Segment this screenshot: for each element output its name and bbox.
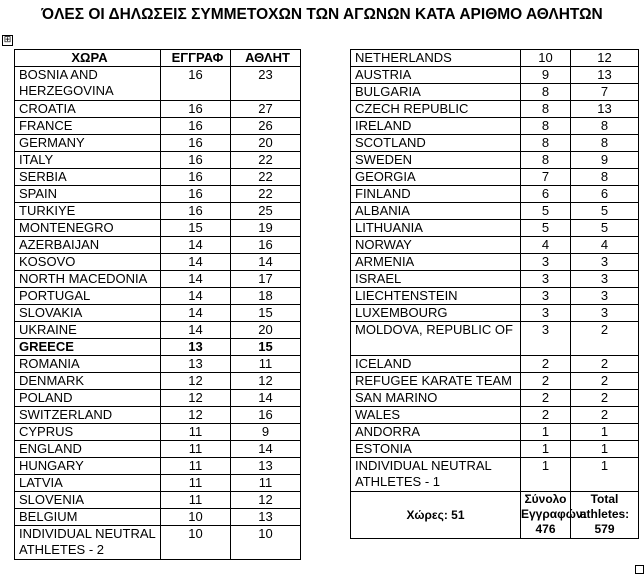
left-table-body	[15, 67, 301, 560]
table-row	[351, 356, 639, 373]
table-row	[351, 254, 639, 271]
cell-country: SLOVENIA	[15, 492, 161, 509]
cell-athletes: 11	[231, 475, 301, 492]
cell-country: SERBIA	[15, 169, 161, 186]
cell-entries: 2	[521, 390, 571, 407]
cell-country: BOSNIA AND HERZEGOVINA	[15, 67, 161, 101]
table-row	[15, 407, 301, 424]
cell-country: NORWAY	[351, 237, 521, 254]
cell-country: NETHERLANDS	[351, 50, 521, 67]
table-row	[15, 424, 301, 441]
table-row	[351, 135, 639, 152]
cell-country: TURKIYE	[15, 203, 161, 220]
table-row	[351, 50, 639, 67]
total-athletes	[571, 492, 639, 539]
cell-athletes: 26	[231, 118, 301, 135]
table-row	[15, 458, 301, 475]
cell-athletes: 20	[231, 322, 301, 339]
table-row	[351, 84, 639, 101]
cell-athletes: 5	[571, 203, 639, 220]
cell-entries: 3	[521, 305, 571, 322]
cell-entries: 16	[161, 169, 231, 186]
cell-athletes: 23	[231, 67, 301, 101]
table-row	[15, 118, 301, 135]
cell-country: INDIVIDUAL NEUTRAL ATHLETES - 1	[351, 458, 521, 492]
cell-country: MONTENEGRO	[15, 220, 161, 237]
cell-entries: 1	[521, 424, 571, 441]
cell-country: SPAIN	[15, 186, 161, 203]
cell-entries: 8	[521, 152, 571, 169]
cell-entries: 4	[521, 237, 571, 254]
cell-entries: 10	[161, 526, 231, 560]
cell-country: UKRAINE	[15, 322, 161, 339]
cell-athletes: 14	[231, 254, 301, 271]
cell-entries: 16	[161, 135, 231, 152]
cell-country: HUNGARY	[15, 458, 161, 475]
cell-athletes: 8	[571, 169, 639, 186]
table-row	[15, 101, 301, 118]
table-row	[351, 169, 639, 186]
table-row	[15, 339, 301, 356]
cell-entries: 8	[521, 135, 571, 152]
header-country: ΧΩΡΑ	[15, 50, 161, 67]
table-row	[15, 526, 301, 560]
cell-country: SLOVAKIA	[15, 305, 161, 322]
cell-entries: 2	[521, 373, 571, 390]
cell-country: DENMARK	[15, 373, 161, 390]
cell-entries: 16	[161, 152, 231, 169]
table-row	[351, 152, 639, 169]
cell-country: ANDORRA	[351, 424, 521, 441]
cell-athletes: 1	[571, 441, 639, 458]
cell-athletes: 17	[231, 271, 301, 288]
table-row	[15, 390, 301, 407]
cell-athletes: 11	[231, 356, 301, 373]
cell-athletes: 12	[571, 50, 639, 67]
table-row	[351, 220, 639, 237]
cell-entries: 15	[161, 220, 231, 237]
cell-country: KOSOVO	[15, 254, 161, 271]
cell-athletes: 1	[571, 458, 639, 492]
table-row	[15, 203, 301, 220]
cell-entries: 13	[161, 356, 231, 373]
cell-entries: 16	[161, 101, 231, 118]
total-countries: Χώρες: 51	[351, 492, 521, 539]
cell-entries: 11	[161, 424, 231, 441]
cell-country: ENGLAND	[15, 441, 161, 458]
table-row	[15, 305, 301, 322]
cell-entries: 8	[521, 118, 571, 135]
cell-entries: 3	[521, 288, 571, 305]
cell-entries: 14	[161, 305, 231, 322]
cell-country: FINLAND	[351, 186, 521, 203]
header-entries: ΕΓΓΡΑΦ	[161, 50, 231, 67]
cell-entries: 14	[161, 322, 231, 339]
cell-country: SCOTLAND	[351, 135, 521, 152]
cell-country: BULGARIA	[351, 84, 521, 101]
table-row	[15, 356, 301, 373]
cell-country: BELGIUM	[15, 509, 161, 526]
table-row	[351, 441, 639, 458]
table-row	[15, 288, 301, 305]
cell-entries: 3	[521, 322, 571, 356]
cell-country: ESTONIA	[351, 441, 521, 458]
cell-entries: 7	[521, 169, 571, 186]
table-row	[15, 152, 301, 169]
table-row	[15, 220, 301, 237]
cell-entries: 3	[521, 254, 571, 271]
table-row	[15, 135, 301, 152]
cell-country: LIECHTENSTEIN	[351, 288, 521, 305]
cell-athletes: 3	[571, 271, 639, 288]
cell-country: AUSTRIA	[351, 67, 521, 84]
cell-athletes: 14	[231, 390, 301, 407]
cell-athletes: 12	[231, 492, 301, 509]
cell-country: SWITZERLAND	[15, 407, 161, 424]
table-row	[351, 424, 639, 441]
cell-country: CYPRUS	[15, 424, 161, 441]
cell-athletes: 13	[231, 458, 301, 475]
table-row	[351, 237, 639, 254]
cell-athletes: 16	[231, 407, 301, 424]
cell-country: CZECH REPUBLIC	[351, 101, 521, 118]
cell-entries: 16	[161, 203, 231, 220]
totals-row	[351, 492, 639, 539]
table-row	[15, 237, 301, 254]
total-entries	[521, 492, 587, 539]
cell-country: ICELAND	[351, 356, 521, 373]
table-row	[15, 475, 301, 492]
cell-athletes: 15	[231, 305, 301, 322]
cell-entries: 5	[521, 203, 571, 220]
right-table-body	[351, 50, 639, 492]
cell-entries: 14	[161, 237, 231, 254]
entries-table-left	[14, 49, 301, 560]
cell-athletes: 13	[231, 509, 301, 526]
table-row	[15, 373, 301, 390]
cell-entries: 12	[161, 390, 231, 407]
cell-athletes: 3	[571, 254, 639, 271]
cell-athletes: 2	[571, 390, 639, 407]
cell-entries: 8	[521, 101, 571, 118]
cell-country: IRELAND	[351, 118, 521, 135]
cell-entries: 2	[521, 407, 571, 424]
cell-entries: 13	[161, 339, 231, 356]
cell-country: ITALY	[15, 152, 161, 169]
cell-entries: 11	[161, 458, 231, 475]
cell-entries: 9	[521, 67, 571, 84]
cell-athletes: 22	[231, 152, 301, 169]
cell-country: INDIVIDUAL NEUTRAL ATHLETES - 2	[15, 526, 161, 560]
cell-entries: 14	[161, 288, 231, 305]
cell-athletes: 20	[231, 135, 301, 152]
cell-country: GEORGIA	[351, 169, 521, 186]
cell-country: SAN MARINO	[351, 390, 521, 407]
cell-entries: 6	[521, 186, 571, 203]
cell-athletes: 8	[571, 118, 639, 135]
cell-entries: 1	[521, 458, 571, 492]
cell-athletes: 12	[231, 373, 301, 390]
cell-entries: 14	[161, 254, 231, 271]
entries-table-right	[350, 49, 639, 539]
cell-athletes: 13	[571, 67, 639, 84]
table-row	[351, 322, 639, 356]
cell-athletes: 25	[231, 203, 301, 220]
cell-country: GREECE	[15, 339, 161, 356]
resize-handle[interactable]	[635, 565, 644, 574]
table-row	[15, 271, 301, 288]
cell-country: ROMANIA	[15, 356, 161, 373]
cell-athletes: 2	[571, 407, 639, 424]
cell-entries: 11	[161, 492, 231, 509]
cell-entries: 12	[161, 373, 231, 390]
cell-athletes: 5	[571, 220, 639, 237]
cell-country: GERMANY	[15, 135, 161, 152]
cell-entries: 16	[161, 186, 231, 203]
cell-athletes: 22	[231, 169, 301, 186]
table-row	[15, 492, 301, 509]
table-row	[351, 271, 639, 288]
cell-entries: 10	[521, 50, 571, 67]
cell-athletes: 14	[231, 441, 301, 458]
table-row	[15, 509, 301, 526]
table-row	[15, 186, 301, 203]
cell-athletes: 2	[571, 322, 639, 356]
total-athletes-value: 579	[594, 522, 615, 536]
cell-athletes: 16	[231, 237, 301, 254]
cell-country: MOLDOVA, REPUBLIC OF	[351, 322, 521, 356]
cell-athletes: 6	[571, 186, 639, 203]
cell-athletes: 13	[571, 101, 639, 118]
cell-athletes: 2	[571, 356, 639, 373]
cell-country: LUXEMBOURG	[351, 305, 521, 322]
table-row	[351, 458, 639, 492]
cell-country: LITHUANIA	[351, 220, 521, 237]
table-row	[15, 67, 301, 101]
total-athletes-label: Total athletes:	[579, 492, 630, 521]
cell-athletes: 1	[571, 424, 639, 441]
cell-athletes: 15	[231, 339, 301, 356]
cell-country: NORTH MACEDONIA	[15, 271, 161, 288]
page-title: ΌΛΕΣ ΟΙ ΔΗΛΩΣΕΙΣ ΣΥΜΜΕΤΟΧΩΝ ΤΩΝ ΑΓΩΝΩΝ ΚΑΤΑ ΑΡΙΘΜΟ ΑΘΛΗΤΩΝ	[41, 6, 603, 23]
cell-athletes: 3	[571, 305, 639, 322]
table-row	[15, 322, 301, 339]
cell-country: ALBANIA	[351, 203, 521, 220]
table-row	[15, 169, 301, 186]
table-row	[15, 441, 301, 458]
table-row	[351, 186, 639, 203]
table-row	[351, 407, 639, 424]
total-entries-label: Σύνολο Εγγραφών:	[521, 492, 587, 521]
cell-country: WALES	[351, 407, 521, 424]
cell-entries: 14	[161, 271, 231, 288]
cell-country: PORTUGAL	[15, 288, 161, 305]
table-row	[351, 305, 639, 322]
cell-entries: 5	[521, 220, 571, 237]
table-row	[351, 118, 639, 135]
table-row	[351, 101, 639, 118]
cell-entries: 11	[161, 475, 231, 492]
table-row	[351, 203, 639, 220]
cell-athletes: 10	[231, 526, 301, 560]
cell-entries: 2	[521, 356, 571, 373]
cell-entries: 11	[161, 441, 231, 458]
cell-entries: 3	[521, 271, 571, 288]
table-row	[351, 67, 639, 84]
cell-country: LATVIA	[15, 475, 161, 492]
cell-entries: 12	[161, 407, 231, 424]
cell-country: ISRAEL	[351, 271, 521, 288]
cell-country: FRANCE	[15, 118, 161, 135]
cell-entries: 16	[161, 118, 231, 135]
cell-country: CROATIA	[15, 101, 161, 118]
cell-athletes: 7	[571, 84, 639, 101]
cell-athletes: 4	[571, 237, 639, 254]
cell-athletes: 18	[231, 288, 301, 305]
cell-entries: 8	[521, 84, 571, 101]
cell-athletes: 3	[571, 288, 639, 305]
cell-athletes: 22	[231, 186, 301, 203]
cell-athletes: 2	[571, 373, 639, 390]
total-entries-value: 476	[535, 522, 556, 536]
cell-athletes: 27	[231, 101, 301, 118]
header-athletes: ΑΘΛΗΤ	[231, 50, 301, 67]
table-move-handle-icon[interactable]: ⊞	[3, 35, 12, 45]
cell-athletes: 19	[231, 220, 301, 237]
cell-country: AZERBAIJAN	[15, 237, 161, 254]
table-row	[351, 288, 639, 305]
table-row	[15, 254, 301, 271]
cell-athletes: 8	[571, 135, 639, 152]
cell-athletes: 9	[231, 424, 301, 441]
cell-entries: 16	[161, 67, 231, 101]
cell-country: REFUGEE KARATE TEAM	[351, 373, 521, 390]
cell-country: POLAND	[15, 390, 161, 407]
table-row	[351, 390, 639, 407]
cell-country: ARMENIA	[351, 254, 521, 271]
cell-athletes: 9	[571, 152, 639, 169]
cell-entries: 1	[521, 441, 571, 458]
cell-country: SWEDEN	[351, 152, 521, 169]
cell-entries: 10	[161, 509, 231, 526]
table-row	[351, 373, 639, 390]
